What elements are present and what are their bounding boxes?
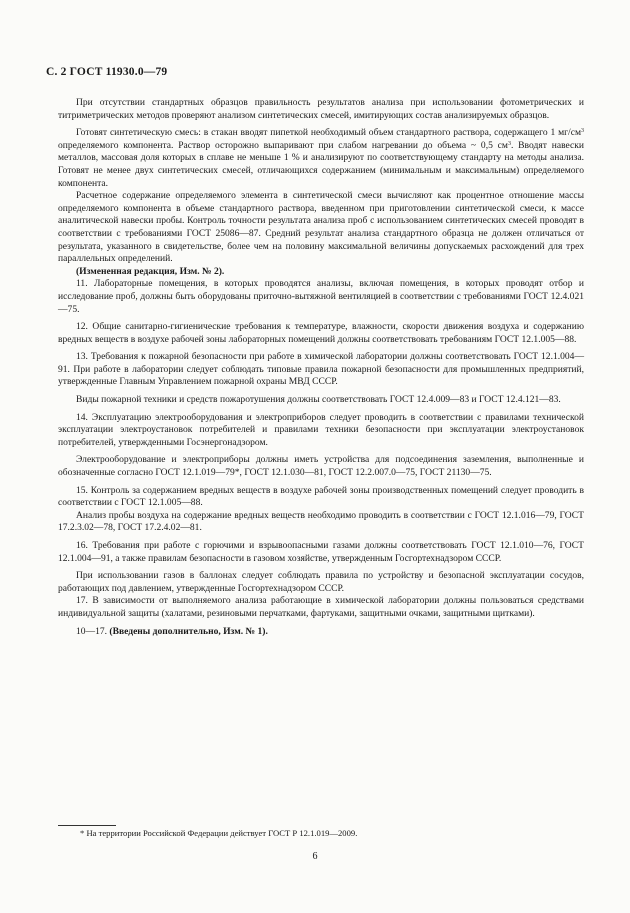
- clause-17: 17. В зависимости от выполняемого анализа работающие в химической лаборатории должны пользоваться средствами индивидуальной защиты (халатами, резиновыми перчатками, фартуками, защитными очками, защитными щитками).: [58, 595, 584, 619]
- superscript: 3: [507, 140, 511, 147]
- clause-14: 14. Эксплуатацию электрооборудования и электроприборов следует проводить в соответствии с правилами технической эксплуатации электроустановок потребителей и правилами техники безопасности при эксплуатации электроустановок потребителей, утвержденными Госэнергонадзором.: [58, 411, 584, 448]
- amendment-label: (Введены дополнительно, Изм. № 1).: [109, 625, 268, 637]
- page-number: 6: [312, 851, 318, 862]
- footnote-divider: [58, 825, 116, 826]
- text-segment: . Вводят навески металлов, массовая доля которых в сплаве не меньше 1 % и анализируют по соответствующему стандарту на методы анализа. Готовят не менее двух синтетических смесей, отличающихся содержанием (минимальным и максимальным) определяемого компонента.: [58, 139, 584, 189]
- paragraph-calculated-content: Расчетное содержание определяемого элемента в синтетической смеси вычисляют как процентное отношение массы определяемого компонента в объеме стандартного раствора, введенном при приготовлении синтетической смеси, к массе аналитической навески пробы. Контроль точности результата анализа проб с использованием синтетических смесей проводят в соответствии с требованиями ГОСТ 25086—87. Средний результат анализа стандартного образца не должен отличаться от результата, указанного в свидетельстве, более чем на половину максимальной величины допускаемых расхождений для трех параллельных определений.: [58, 190, 584, 265]
- paragraph-synthetic-mixture: [58, 127, 584, 190]
- amendment-note: (Измененная редакция, Изм. № 2).: [76, 265, 225, 277]
- clause-16: 16. Требования при работе с горючими и взрывоопасными газами должны соответствовать ГОСТ 12.1.010—76, ГОСТ 12.1.004—91, а также правилам безопасности в газовом хозяйстве, утвержденным Госгортехнадзором СССР.: [58, 540, 584, 564]
- page-header: С. 2 ГОСТ 11930.0—79: [46, 66, 168, 78]
- clause-15: 15. Контроль за содержанием вредных веществ в воздухе рабочей зоны производственных помещений следует проводить в соответствии с ГОСТ 12.1.005—88.: [58, 484, 584, 509]
- paragraph-gas-cylinders: При использовании газов в баллонах следует соблюдать правила по устройству и безопасной эксплуатации сосудов, работающих под давлением, утвержденные Госгортехнадзором СССР.: [58, 570, 584, 594]
- text-segment: определяемого компонента. Раствор осторожно выпаривают при слабом нагревании до объема ~ 0,5 см: [58, 139, 508, 151]
- clause-13: 13. Требования к пожарной безопасности при работе в химической лаборатории должны соответствовать ГОСТ 12.1.004—91. При работе в лаборатории следует соблюдать типовые правила пожарной безопасности для промышленных предприятий, утвержденные Главным Управлением пожарной охраны МВД СССР.: [58, 351, 584, 388]
- paragraph-air-analysis: Анализ пробы воздуха на содержание вредных веществ необходимо проводить в соответствии с ГОСТ 12.1.016—79, ГОСТ 17.2.3.02—78, ГОСТ 17.2.4.02—81.: [58, 509, 584, 534]
- text-segment: Готовят синтетическую смесь: в стакан вводят пипеткой необходимый объем стандартного раствора, содержащего 1 мг/см: [76, 127, 581, 139]
- paragraph-grounding: Электрооборудование и электроприборы должны иметь устройства для подсоединения заземления, выполненные и обозначенные согласно ГОСТ 12.1.019—79*, ГОСТ 12.1.030—81, ГОСТ 12.2.007.0—75, ГОСТ 21130—75.: [58, 454, 584, 479]
- clause-range: 10—17.: [76, 625, 110, 637]
- footnote: * На территории Российской Федерации действует ГОСТ Р 12.1.019—2009.: [80, 828, 358, 838]
- clause-12: 12. Общие санитарно-гигиенические требования к температуре, влажности, скорости движения воздуха и содержанию вредных веществ в воздухе рабочей зоны лабораторных помещений должны соответствовать требованиям ГОСТ 12.1.005—88.: [58, 321, 584, 345]
- amendment-note-final: [58, 626, 584, 639]
- clause-11: 11. Лабораторные помещения, в которых проводятся анализы, включая помещения, в которых проводят отбор и исследование проб, должны быть оборудованы приточно-вытяжной вентиляцией в соответствии с требованиями ГОСТ 12.4.021—75.: [58, 278, 584, 315]
- body-text: [58, 97, 584, 638]
- paragraph-reference-samples: При отсутствии стандартных образцов правильность результатов анализа при использовании фотометрических и титриметрических методов проверяют анализом синтетических смесей, имитирующих состав анализируемых образцов.: [58, 97, 584, 121]
- superscript: 3: [581, 128, 584, 135]
- paragraph-fire-equipment: Виды пожарной техники и средств пожаротушения должны соответствовать ГОСТ 12.4.009—83 и ГОСТ 12.4.121—83.: [76, 394, 561, 406]
